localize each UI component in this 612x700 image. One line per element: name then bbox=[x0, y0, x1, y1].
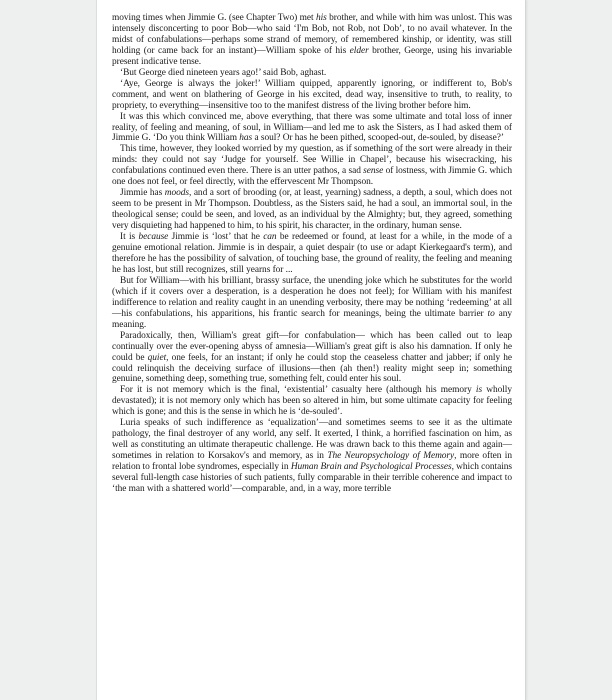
emphasis: moods bbox=[164, 188, 189, 199]
paragraph: Luria speaks of such indifference as ‘equalization’—and sometimes seems to see it as the ultimate pathology, the final destroyer of any world, any self. It exerted, I think, a horrified fascination on him, as well as constituting an ultimate therapeutic challenge. He was drawn back to this theme again and again—sometimes in relation to Korsakov's and memory, as in The Neuropsychology of Memory, more often in relation to frontal lobe syndromes, especially in Human Brain and Psychological Processes, which contains several full-length case histories of such patients, fully comparable in their terrible coherence and impact to ‘the man with a shattered world’—comparable, and, in a way, more terrible bbox=[112, 418, 512, 494]
paragraph: ‘Aye, George is always the joker!’ William quipped, apparently ignoring, or indifferent to, Bob's comment, and went on blathering of George in his excited, dead way, insensitive to truth, to reality, to propriety, to everything—insensitive too to the manifest distress of the living brother before him. bbox=[112, 78, 512, 111]
paragraph: It was this which convinced me, above everything, that there was some ultimate and total loss of inner reality, of feeling and meaning, of soul, in William—and led me to ask the Sisters, as I had asked them of Jimmie G. ‘Do you think William has a soul? Or has he been pithed, scooped-out, de-souled, by disease?’ bbox=[112, 111, 512, 144]
emphasis: quiet bbox=[147, 352, 167, 363]
emphasis: to bbox=[487, 308, 495, 319]
emphasis: The Neuropsychology of Memory bbox=[327, 451, 455, 462]
paragraph: Paradoxically, then, William's great gift—for confabulation— which has been called out to leap continually over the ever-opening abyss of amnesia—William's great gift is also his damnation. If only he could be quiet, one feels, for an instant; if only he could stop the ceaseless chatter and jabber; if only he could relinquish the deceiving surface of illusions—then (ah then!) reality might seep in; something genuine, something deep, something true, something felt, could enter his soul. bbox=[112, 330, 512, 385]
emphasis: his bbox=[315, 13, 327, 23]
emphasis: has bbox=[239, 133, 253, 144]
body-text bbox=[112, 13, 512, 495]
emphasis: sense bbox=[363, 166, 384, 177]
paragraph: But for William—with his brilliant, brassy surface, the unending joke which he substitutes for the world (which if it covers over a desperation, is a desperation he does not feel); for William with his manifest indifference to relation and reality caught in an unending verbosity, there may be nothing ‘redeeming’ at all—his confabulations, his apparitions, his frantic search for meanings, being the ultimate barrier to any meaning. bbox=[112, 275, 512, 330]
emphasis: elder bbox=[349, 45, 369, 56]
emphasis: Human Brain and Psychological Processes bbox=[290, 462, 452, 473]
emphasis: is bbox=[475, 385, 483, 396]
emphasis: can bbox=[263, 232, 277, 243]
emphasis: because bbox=[138, 232, 169, 243]
paragraph: Jimmie has moods, and a sort of brooding (or, at least, yearning) sadness, a depth, a soul, which does not seem to be present in Mr Thompson. Doubtless, as the Sisters said, he had a soul, an immortal soul, in the theological sense; could be seen, and loved, as an individual by the Almighty; but, they agreed, something very disquieting had happened to him, to his spirit, his character, in the ordinary, human sense. bbox=[112, 188, 512, 232]
paragraph: ‘But George died nineteen years ago!’ said Bob, aghast. bbox=[120, 67, 327, 78]
paragraph: For it is not memory which is the final, ‘existential’ casualty here (although his memory is wholly devastated); it is not memory only which has been so altered in him, but some ultimate capacity for feeling which is gone; and this is the sense in which he is ‘de-souled’. bbox=[112, 385, 512, 418]
paragraph: This time, however, they looked worried by my question, as if something of the sort were already in their minds: they could not say ‘Judge for yourself. See Willie in Chapel’, because his wisecracking, his confabulations continued even there. There is an utter pathos, a sad sense of lostness, with Jimmie G. which one does not feel, or feel directly, with the effervescent Mr Thompson. bbox=[112, 144, 512, 188]
paragraph: It is because Jimmie is ‘lost’ that he can be redeemed or found, at least for a while, in the mode of a genuine emotional relation. Jimmie is in despair, a quiet despair (to use or adapt Kierkegaard's term), and therefore he has the possibility of salvation, of touching base, the ground of reality, the feeling and meaning he has lost, but still recognizes, still yearns for ... bbox=[112, 232, 512, 275]
paragraph: moving times when Jimmie G. (see Chapter Two) met his brother, and while with him was unlost. This was intensely disconcerting to poor Bob—who said ‘I'm Bob, not Rob, not Dob’, to no avail whatever. In the midst of confabulations—perhaps some strand of memory, of remembered kinship, or identity, was still holding (or came back for an instant)—William spoke of his elder brother, George, using his invariable present indicative tense. bbox=[112, 13, 512, 67]
document-page bbox=[96, 0, 526, 700]
